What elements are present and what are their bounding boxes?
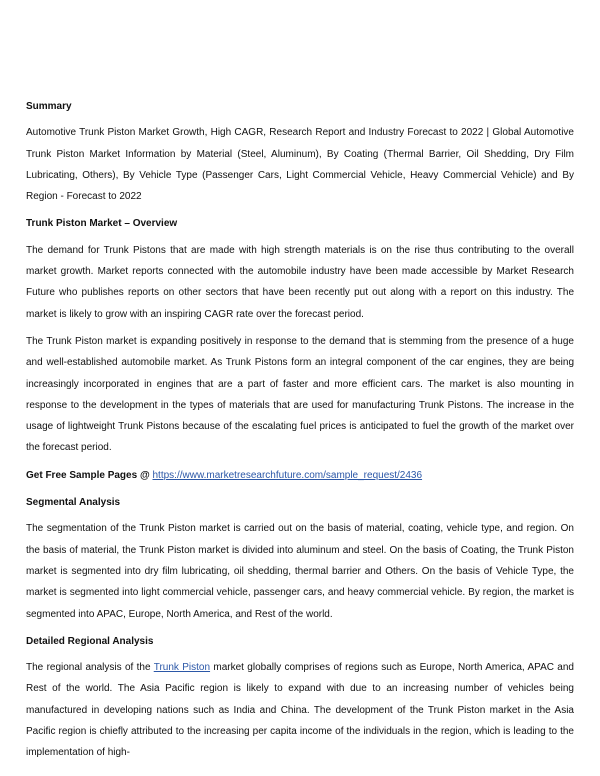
regional-paragraph bbox=[26, 657, 574, 763]
overview-paragraph-1: The demand for Trunk Pistons that are made with high strength materials is on the rise thus contributing to the overall market growth. Market reports connected with the automobile industry have been made accessible by Market Research Future who publishes reports on other sectors that have been recently put out along with a report on this industry. The market is likely to grow with an inspiring CAGR rate over the forecast period. bbox=[26, 244, 574, 320]
segmental-heading: Segmental Analysis bbox=[26, 497, 121, 509]
regional-text-prefix: The regional analysis of the bbox=[26, 662, 151, 674]
sample-pages-line bbox=[26, 465, 574, 486]
document-body bbox=[26, 96, 574, 770]
summary-heading: Summary bbox=[26, 101, 72, 112]
sample-pages-label: Get Free Sample Pages @ bbox=[26, 469, 150, 481]
segmental-paragraph: The segmentation of the Trunk Piston market is carried out on the basis of material, coating, vehicle type, and region. On the basis of material, the Trunk Piston market is divided into aluminum and steel. On the basis of Coating, the Trunk Piston market is segmented into dry film lubricating, oil shedding, thermal barrier and Others. On the basis of Vehicle Type, the market is segmented into light commercial vehicle, passenger cars, and heavy commercial vehicle. By region, the market is segmented into APAC, Europe, North America, and Rest of the world. bbox=[26, 523, 574, 620]
overview-heading: Trunk Piston Market – Overview bbox=[26, 218, 178, 230]
regional-text-suffix: market globally comprises of regions such as Europe, North America, APAC and Rest of the world. The Asia Pacific region is likely to expand with due to an increasing number of vehicles being manufactured in developing nations such as India and China. The development of the Trunk Piston market in the Asia Pacific region is chiefly attributed to the increasing per capita income of the individuals in the region, which is leading to the implementation of high- bbox=[26, 662, 574, 759]
summary-paragraph: Automotive Trunk Piston Market Growth, High CAGR, Research Report and Industry Forecast to 2022 | Global Automotive Trunk Piston Market Information by Material (Steel, Aluminum), By Coating (Thermal Barrier, Oil Shedding, Dry Film Lubricating, Others), By Vehicle Type (Passenger Cars, Light Commercial Vehicle, Heavy Commercial Vehicle) and By Region - Forecast to 2022 bbox=[26, 127, 574, 203]
sample-pages-link[interactable]: https://www.marketresearchfuture.com/sample_request/2436 bbox=[152, 469, 423, 481]
regional-heading: Detailed Regional Analysis bbox=[26, 635, 154, 647]
overview-paragraph-2: The Trunk Piston market is expanding positively in response to the demand that is stemming from the presence of a huge and well-established automobile market. As Trunk Pistons form an integral component of the car engines, they are being increasingly incorporated in engines that are a part of faster and more efficient cars. The market is also mounting in response to the development in the types of materials that are used for manufacturing Trunk Pistons. The increase in the usage of lightweight Trunk Pistons because of the escalating fuel prices is anticipated to fuel the growth of the market over the forecast period. bbox=[26, 335, 574, 454]
trunk-piston-link[interactable]: Trunk Piston bbox=[153, 662, 211, 674]
